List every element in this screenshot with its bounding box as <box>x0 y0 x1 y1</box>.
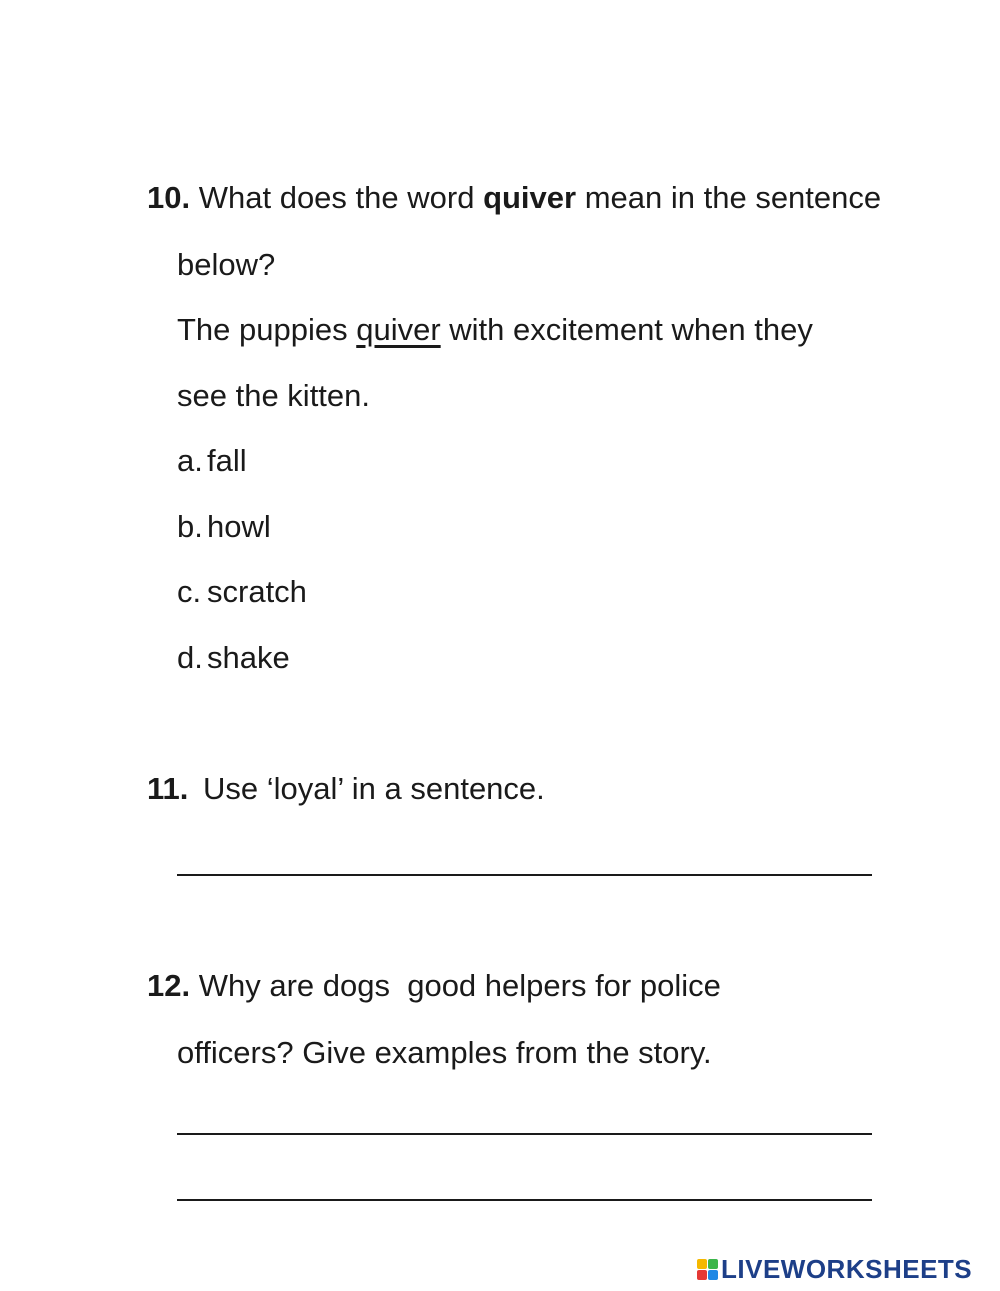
option-text: howl <box>207 509 271 544</box>
question-text: Why are dogs good helpers for police <box>198 968 721 1003</box>
option-letter: b. <box>177 509 203 544</box>
logo-square-red <box>697 1270 707 1280</box>
answer-line-12a[interactable] <box>177 1133 872 1135</box>
answer-line-12b[interactable] <box>177 1199 872 1201</box>
option-d[interactable] <box>177 640 290 676</box>
brand-text: LIVEWORKSHEETS <box>721 1253 973 1284</box>
option-text: scratch <box>207 574 307 609</box>
question-text: mean in the sentence <box>576 180 882 215</box>
logo-square-green <box>708 1259 718 1269</box>
question-10-line-1 <box>147 180 881 216</box>
question-12-line-1 <box>147 968 721 1004</box>
question-number: 11. <box>147 771 189 806</box>
example-sentence-line-2: see the kitten. <box>177 378 371 413</box>
option-a[interactable] <box>177 443 247 479</box>
option-text: shake <box>207 640 290 675</box>
option-letter: a. <box>177 443 203 478</box>
question-text: What does the word <box>198 180 484 215</box>
option-text: fall <box>207 443 247 478</box>
question-number: 10. <box>147 180 191 215</box>
question-12-line-2: officers? Give examples from the story. <box>177 1035 712 1070</box>
option-b[interactable] <box>177 509 271 545</box>
keyword: quiver <box>483 180 577 215</box>
example-sentence-line-1 <box>177 312 813 348</box>
sentence-text: with excitement when they <box>440 312 813 347</box>
logo-square-blue <box>708 1270 718 1280</box>
question-number: 12. <box>147 968 191 1003</box>
liveworksheets-icon <box>697 1259 718 1280</box>
option-letter: d. <box>177 640 203 675</box>
question-10-line-2: below? <box>177 247 276 282</box>
option-letter: c. <box>177 574 202 609</box>
sentence-text: The puppies <box>177 312 357 347</box>
answer-line-11[interactable] <box>177 874 872 876</box>
underlined-keyword: quiver <box>356 312 441 347</box>
logo-square-yellow <box>697 1259 707 1269</box>
liveworksheets-logo <box>697 1252 972 1286</box>
option-c[interactable] <box>177 574 307 610</box>
question-11 <box>147 771 545 807</box>
question-text: Use ‘loyal’ in a sentence. <box>203 771 545 806</box>
